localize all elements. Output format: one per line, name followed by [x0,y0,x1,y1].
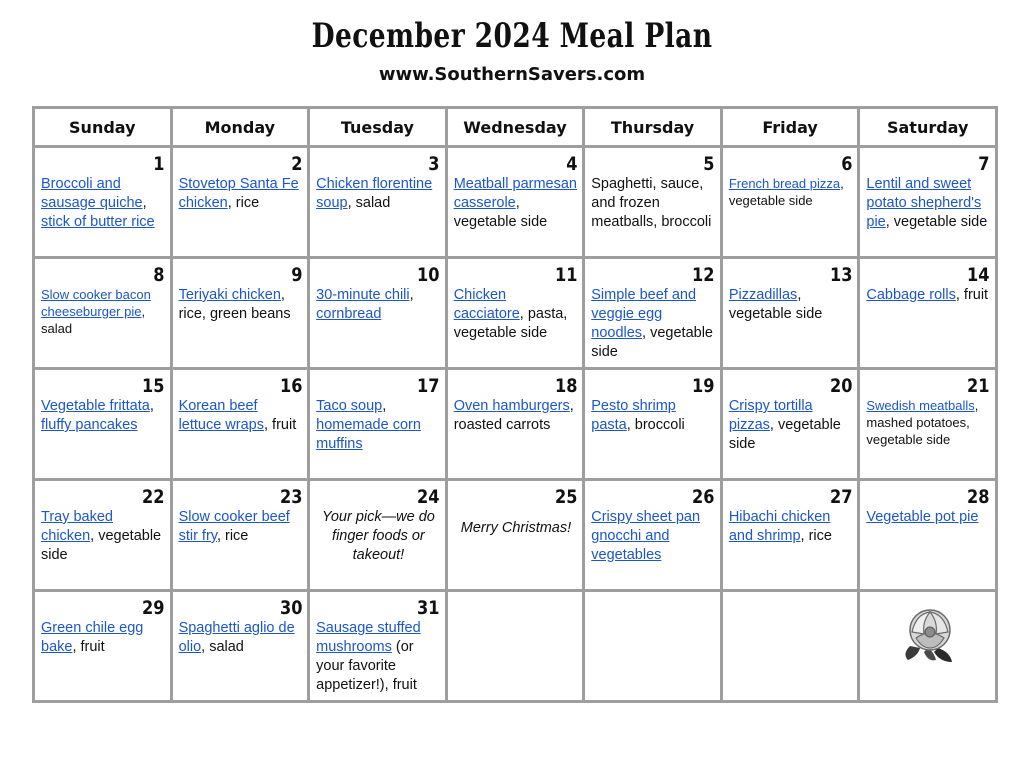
meal-description [585,507,720,565]
meal-description [173,396,308,435]
day-cell-23 [171,480,309,591]
recipe-link[interactable]: Pesto shrimp pasta [591,398,676,433]
meal-description: Spaghetti, sauce, and frozen meatballs, broccoli [591,176,712,230]
recipe-link[interactable]: Pizzadillas [728,287,798,303]
meal-description [723,174,858,209]
recipe-link[interactable]: Lentil and sweet potato shepherd's pie [866,176,982,230]
weekday-friday: Friday [721,108,859,147]
day-cell-20 [721,369,859,480]
website-url: www.SouthernSavers.com [378,64,646,85]
day-number: 20 [829,375,853,397]
day-cell-24 [309,480,447,591]
page-title: December 2024 Meal Plan [311,16,713,56]
day-number: 9 [290,264,303,286]
meal-description [860,174,995,232]
day-number: 7 [978,153,990,175]
meal-description [585,285,720,362]
day-cell-26 [584,480,722,591]
day-number: 8 [153,264,165,286]
day-cell-28 [859,480,997,591]
recipe-link[interactable]: Crispy tortilla pizzas [728,398,813,433]
week-row-4 [34,480,997,591]
meal-side-text: , vegetable side [728,417,841,452]
meal-side-text: , vegetable side [41,528,162,563]
recipe-link[interactable]: Simple beef and veggie egg noodles [591,287,697,341]
recipe-link[interactable]: Slow cooker beef stir fry [178,509,290,544]
day-number: 16 [279,375,303,397]
day-cell-11 [446,258,584,369]
recipe-link[interactable]: Taco soup [316,398,383,414]
meal-side-text: , pasta, vegetable side [453,306,568,341]
recipe-link[interactable]: Green chile egg bake [41,620,144,655]
meal-side-text: (or your favorite appetizer!), fruit [316,639,417,693]
weekday-monday: Monday [171,108,309,147]
day-number: 22 [141,486,165,508]
meal-description: Your pick—we do finger foods or takeout! [321,509,435,563]
meal-description [35,507,170,565]
recipe-link[interactable]: Spaghetti aglio de olio [178,620,295,655]
recipe-link[interactable]: Broccoli and sausage quiche [41,176,143,211]
day-cell-17 [309,369,447,480]
meal-side-text: , fruit [72,639,105,655]
meal-description [35,618,170,657]
day-number: 1 [153,153,165,175]
day-cell-22 [34,480,172,591]
day-cell-18 [446,369,584,480]
meal-description [723,285,858,324]
empty-cell-logo [859,591,997,702]
day-cell-4 [446,147,584,258]
day-number: 28 [967,486,990,508]
day-number: 4 [565,153,578,175]
recipe-link[interactable]: homemade corn muffins [316,417,421,452]
recipe-link[interactable]: Crispy sheet pan gnocchi and vegetables [591,509,701,563]
recipe-link[interactable]: Sausage stuffed mushrooms [316,620,421,655]
meal-description [723,396,858,454]
day-number: 23 [279,486,303,508]
weekday-sunday: Sunday [34,108,172,147]
day-cell-8 [34,258,172,369]
day-cell-7 [859,147,997,258]
meal-side-text: , roasted carrots [453,398,574,433]
meal-description [35,174,170,232]
empty-cell [721,591,859,702]
meal-description [448,396,583,435]
meal-side-text: , fruit [264,417,297,433]
recipe-link[interactable]: Hibachi chicken and shrimp [728,509,831,544]
recipe-link[interactable]: French bread pizza [728,176,841,191]
weekday-tuesday: Tuesday [309,108,447,147]
day-number: 3 [428,153,440,175]
day-number: 24 [417,486,440,508]
empty-cell [446,591,584,702]
day-number: 17 [417,375,440,397]
meal-description [723,507,858,546]
meal-side-text: , vegetable side [591,325,713,360]
day-number: 6 [841,153,853,175]
day-number: 26 [692,486,715,508]
weekday-wednesday: Wednesday [446,108,584,147]
weekday-saturday: Saturday [859,108,997,147]
day-cell-27 [721,480,859,591]
meal-description [173,507,308,546]
day-cell-12 [584,258,722,369]
week-row-3 [34,369,997,480]
meal-description [448,285,583,343]
recipe-link[interactable]: Meatball parmesan casserole [453,176,578,211]
recipe-link[interactable]: Chicken cacciatore [453,287,520,322]
week-row-5 [34,591,997,702]
recipe-link[interactable]: Vegetable pot pie [866,509,979,525]
meal-plan-calendar [32,106,998,703]
meal-side-text: , salad [201,639,244,655]
meal-description [173,618,308,657]
meal-side-text: , vegetable side [728,287,823,322]
meal-description [860,285,995,305]
meal-side-text: , vegetable side [728,176,844,208]
empty-cell [584,591,722,702]
day-cell-19 [584,369,722,480]
meal-side-text: , salad [347,195,391,211]
day-number: 13 [829,264,853,286]
day-number: 5 [703,153,715,175]
week-row-1 [34,147,997,258]
recipe-link[interactable]: Cabbage rolls [866,287,956,303]
meal-separator: , [142,195,147,211]
day-cell-25 [446,480,584,591]
meal-separator: , [409,287,414,303]
meal-side-text: , mashed potatoes, vegetable side [866,398,979,447]
day-cell-3 [309,147,447,258]
meal-side-text: , rice [227,195,260,211]
meal-description [310,396,445,454]
day-number: 18 [554,375,578,397]
recipe-link[interactable]: Oven hamburgers [453,398,570,414]
day-cell-5 [584,147,722,258]
meal-description [860,396,995,448]
day-cell-13 [721,258,859,369]
meal-side-text: , vegetable side [885,214,988,230]
day-cell-14 [859,258,997,369]
meal-side-text: , fruit [955,287,989,303]
day-cell-10 [309,258,447,369]
meal-side-text: , vegetable side [453,195,548,230]
day-number: 12 [692,264,715,286]
meal-description [310,174,445,213]
recipe-link[interactable]: Stovetop Santa Fe chicken [178,176,299,211]
day-cell-30 [171,591,309,702]
day-number: 19 [692,375,715,397]
meal-description [35,285,170,337]
day-cell-15 [34,369,172,480]
meal-side-text: , broccoli [626,417,685,433]
day-cell-1 [34,147,172,258]
week-row-2 [34,258,997,369]
recipe-link[interactable]: Slow cooker bacon cheeseburger pie [41,287,151,319]
day-number: 31 [417,597,440,619]
meal-description [448,174,583,232]
weekday-thursday: Thursday [584,108,722,147]
recipe-link[interactable]: Tray baked chicken [41,509,113,544]
day-number: 2 [290,153,303,175]
day-number: 21 [967,375,990,397]
recipe-link[interactable]: Korean beef lettuce wraps [178,398,264,433]
holiday-note: Merry Christmas! [460,520,572,536]
day-number: 30 [279,597,303,619]
meal-description [173,174,308,213]
day-cell-16 [171,369,309,480]
meal-description [35,396,170,435]
day-cell-21 [859,369,997,480]
recipe-link[interactable]: Teriyaki chicken [178,287,281,303]
magnolia-flower-icon [898,602,962,664]
day-number: 29 [141,597,165,619]
recipe-link[interactable]: Swedish meatballs [866,398,975,413]
meal-side-text: , rice [216,528,249,544]
recipe-link[interactable]: Chicken florentine soup [316,176,433,211]
day-number: 11 [554,264,578,286]
day-number: 15 [141,375,165,397]
meal-description [585,396,720,435]
day-number: 27 [829,486,853,508]
day-cell-29 [34,591,172,702]
meal-separator: , [149,398,154,414]
meal-separator: , [382,398,387,414]
recipe-link[interactable]: cornbread [316,306,382,322]
day-cell-6 [721,147,859,258]
day-cell-2 [171,147,309,258]
day-cell-9 [171,258,309,369]
day-number: 25 [554,486,578,508]
meal-description [310,285,445,324]
day-number: 10 [417,264,440,286]
day-cell-31 [309,591,447,702]
recipe-link[interactable]: stick of butter rice [41,214,155,230]
meal-description [173,285,308,324]
recipe-link[interactable]: 30-minute chili [316,287,410,303]
day-number: 14 [967,264,990,286]
recipe-link[interactable]: fluffy pancakes [41,417,138,433]
meal-side-text: , rice, green beans [178,287,291,322]
meal-description [860,507,995,527]
meal-description [310,618,445,695]
meal-side-text: , rice [800,528,832,544]
meal-side-text: , salad [41,304,146,336]
weekday-header-row [34,108,997,147]
recipe-link[interactable]: Vegetable frittata [41,398,150,414]
